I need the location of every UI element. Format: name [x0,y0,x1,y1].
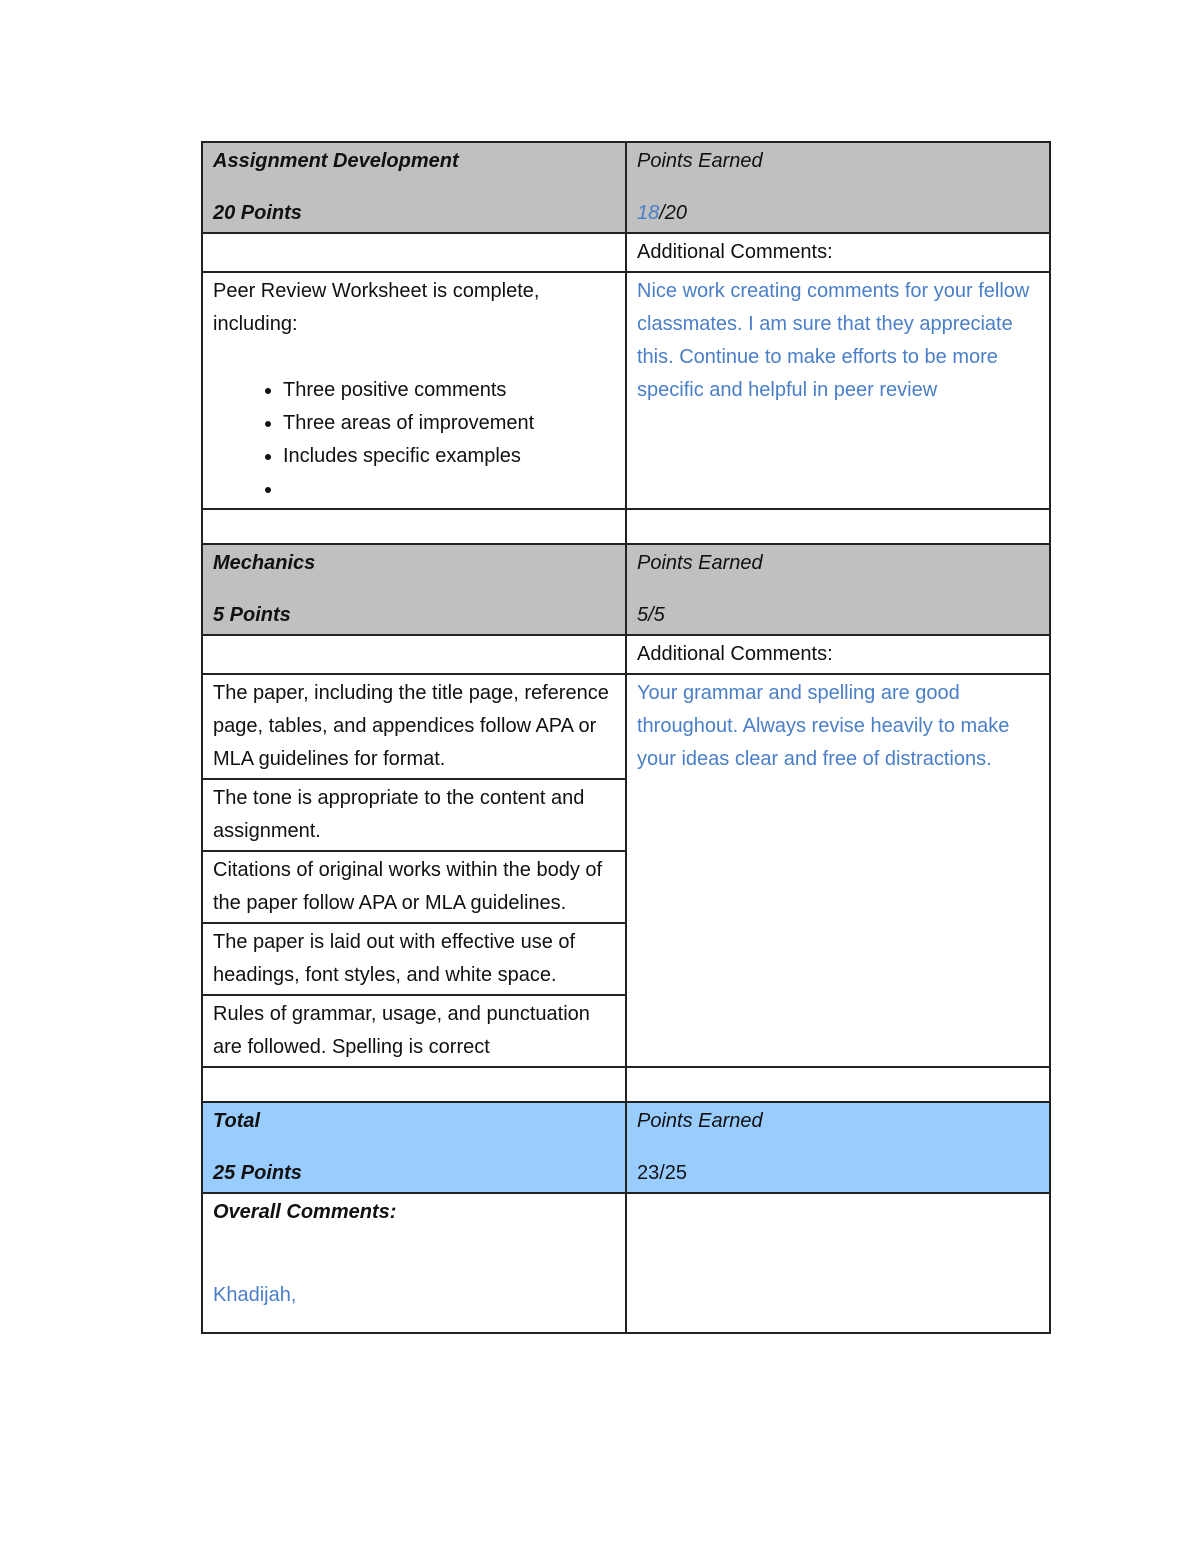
criteria-cell [202,272,626,509]
grading-rubric-table [201,141,1051,1334]
criteria-intro: Peer Review Worksheet is complete, including: [213,280,540,335]
points-earned-label: Points Earned [637,150,763,172]
section-points: 5 Points [213,604,291,626]
points-earned-label: Points Earned [637,552,763,574]
instructor-comment: Nice work creating comments for your fellow classmates. I am sure that they appreciate this. Continue to make efforts to be more specific and helpful in peer review [626,272,1050,509]
section-points: 20 Points [213,202,302,224]
criteria-item [283,473,615,506]
additional-comments-label: Additional Comments: [626,635,1050,674]
criteria-list [213,374,615,506]
criteria-cell: The tone is appropriate to the content and assignment. [202,779,626,851]
overall-comments-cell [202,1193,626,1333]
total-earned-value: 23/25 [637,1162,688,1184]
spacer-row [202,509,1050,544]
comments-label-row [202,635,1050,674]
criteria-cell: Rules of grammar, usage, and punctuation are followed. Spelling is correct [202,995,626,1067]
overall-comments-row [202,1193,1050,1333]
section-title: Assignment Development [213,150,459,172]
criteria-cell: The paper is laid out with effective use of headings, font styles, and white space. [202,923,626,995]
points-earned-value: 5/5 [637,604,665,626]
additional-comments-label: Additional Comments: [626,233,1050,272]
overall-comments-label: Overall Comments: [213,1201,397,1223]
total-title: Total [213,1110,261,1132]
overall-greeting: Khadijah, [213,1284,297,1306]
criteria-cell: Citations of original works within the body of the paper follow APA or MLA guidelines. [202,851,626,923]
section-header-row [202,544,1050,635]
total-points: 25 Points [213,1162,302,1184]
criteria-row [202,272,1050,509]
criteria-item: • Three areas of improvement [283,407,615,440]
points-earned-score: 18 [637,202,660,224]
section-header-row [202,142,1050,233]
section-title-cell [202,142,626,233]
points-earned-label: Points Earned [637,1110,763,1132]
points-earned-cell [626,142,1050,233]
comments-label-row [202,233,1050,272]
criteria-cell: The paper, including the title page, reference page, tables, and appendices follow APA or MLA guidelines for format. [202,674,626,779]
spacer-row [202,1067,1050,1102]
section-title-cell [202,544,626,635]
points-earned-total: /20 [659,202,688,224]
instructor-comment: Your grammar and spelling are good throughout. Always revise heavily to make your ideas clear and free of distractions. [626,674,1050,1067]
points-earned-cell [626,544,1050,635]
criteria-row [202,674,1050,779]
total-row [202,1102,1050,1193]
section-title: Mechanics [213,552,316,574]
total-title-cell [202,1102,626,1193]
criteria-item: • Includes specific examples [283,440,615,473]
criteria-item: • Three positive comments [283,374,615,407]
total-earned-cell [626,1102,1050,1193]
